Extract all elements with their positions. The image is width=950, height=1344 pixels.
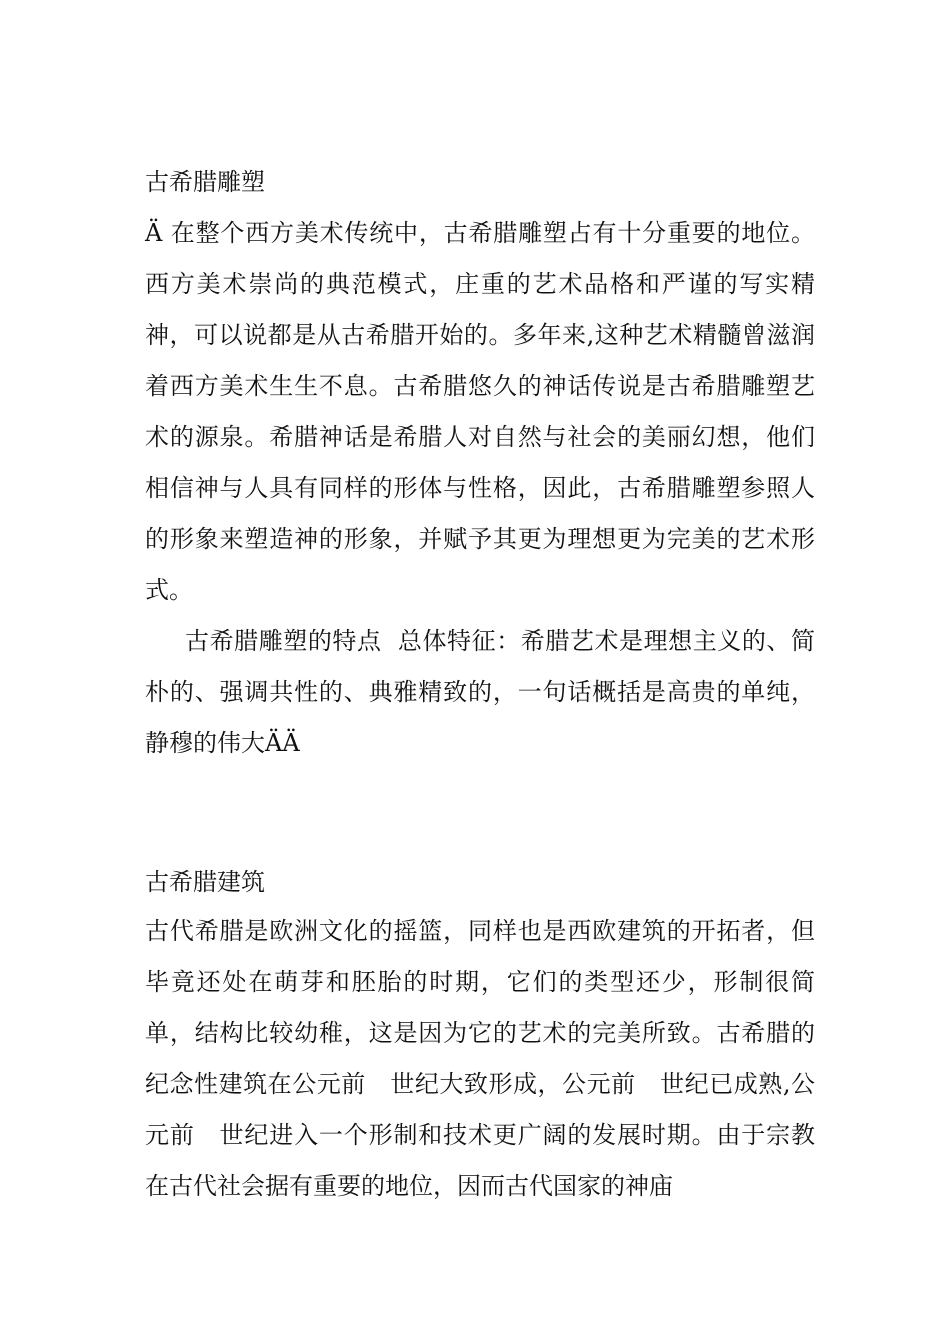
paragraph-sculpture-intro: Ä 在整个西方美术传统中，古希腊雕塑占有十分重要的地位。西方美术崇尚的典范模式，庄重的艺术品格和严谨的写实精神，可以说都是从古希腊开始的。多年来,这种艺术精髓曾滋润着西方美术生生不息。古希腊悠久的神话传说是古希腊雕塑艺术的源泉。希腊神话是希腊人对自然与社会的美丽幻想，他们相信神与人具有同样的形体与性格，因此，古希腊雕塑参照人的形象来塑造神的形象，并赋予其更为理想更为完美的艺术形式。 bbox=[145, 219, 815, 604]
section-body-architecture bbox=[145, 906, 815, 1212]
section-body-sculpture bbox=[145, 208, 815, 769]
section-heading-sculpture: 古希腊雕塑 bbox=[145, 168, 265, 196]
section-heading-architecture: 古希腊建筑 bbox=[145, 868, 265, 896]
paragraph-architecture-intro: 古代希腊是欧洲文化的摇篮，同样也是西欧建筑的开拓者，但毕竟还处在萌芽和胚胎的时期，它们的类型还少，形制很简单，结构比较幼稚，这是因为它的艺术的完美所致。古希腊的纪念性建筑在公元前 世纪大致形成，公元前 世纪已成熟,公元前 世纪进入一个形制和技术更广阔的发展时期。由于宗教在古代社会据有重要的地位，因而古代国家的神庙 bbox=[145, 917, 815, 1200]
paragraph-sculpture-features: 古希腊雕塑的特点 总体特征：希腊艺术是理想主义的、简朴的、强调共性的、典雅精致的，一句话概括是高贵的单纯，静穆的伟大ÄÄ bbox=[145, 627, 815, 757]
